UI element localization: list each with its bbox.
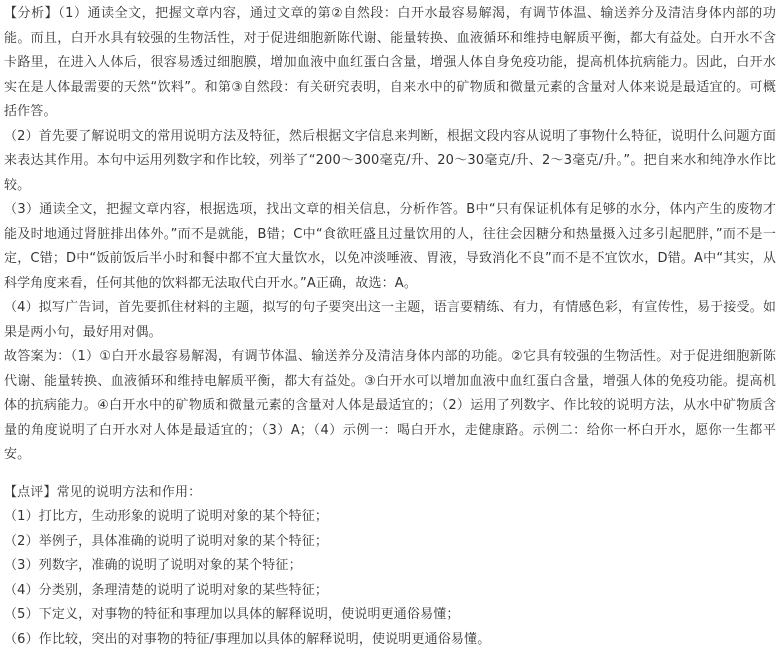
comment-item: （5）下定义，对事物的特征和事理加以具体的解释说明，使说明更通俗易懂； — [4, 603, 776, 628]
comment-item: （1）打比方，生动形象的说明了说明对象的某个特征； — [4, 505, 776, 530]
analysis-paragraph-1: 【分析】（1）通读全文，把握文章内容，通过文章的第②自然段：白开水最容易解渴，有调节体温、输送养分及清洁身体内部的功能。而且，白开水具有较强的生物活性，对于促进细胞新陈代谢、能量转换、血液循环和维持电解质平衡，都大有益处。白开水不含卡路里，在进入人体后，很容易透过细胞膜，增加血液中血红蛋白含量，增强人体自身免疫功能，提高机体抗病能力。因此，白开水实在是人体最需要的天然“饮料”。和第③自然段：有关研究表明，自来水中的矿物质和微量元素的含量对人体来说是最适宜的。可概括作答。 — [4, 2, 776, 125]
analysis-paragraph-4: （4）拟写广告词，首先要抓住材料的主题，拟写的句子要突出这一主题，语言要精练、有力，有情感色彩，有宣传性，易于接受。如果是两小句，最好用对偶。 — [4, 296, 776, 345]
answer-paragraph: 故答案为：（1）①白开水最容易解渴，有调节体温、输送养分及清洁身体内部的功能。②它具有较强的生物活性。对于促进细胞新陈代谢、能量转换、血液循环和维持电解质平衡，都大有益处。③白开水可以增加血液中血红蛋白含量，增强人体的免疫功能。提高机体的抗病能力。④白开水中的矿物质和微量元素的含量对人体是最适宜的；（2）运用了列数字、作比较的说明方法，从水中矿物质含量的角度说明了白开水对人体是最适宜的；（3）A；（4）示例一：喝白开水，走健康路。示例二：给你一杯白开水，愿你一生都平安。 — [4, 345, 776, 468]
comment-item: （6）作比较，突出的对事物的特征/事理加以具体的解释说明，使说明更通俗易懂。 — [4, 628, 776, 652]
comment-heading: 【点评】常见的说明方法和作用： — [4, 481, 776, 506]
analysis-paragraph-2: （2）首先要了解说明文的常用说明方法及特征，然后根据文字信息来判断，根据文段内容从说明了事物什么特征，说明什么问题方面来表达其作用。本句中运用列数字和作比较，列举了“200～300毫克/升、20～30毫克/升、2～3毫克/升。”。把自来水和纯净水作比较。 — [4, 125, 776, 199]
comment-item: （3）列数字，准确的说明了说明对象的某个特征； — [4, 554, 776, 579]
analysis-paragraph-3: （3）通读全文，把握文章内容，根据选项，找出文章的相关信息，分析作答。B中“只有保证机体有足够的水分，体内产生的废物才能及时地通过肾脏排出体外。”而不是就能，B错；C中“食欲旺盛且过量饮用的人，往往会因糖分和热量摄入过多引起肥胖，”而不是一定，C错；D中“饭前饭后半小时和餐中都不宜大量饮水，以免冲淡唾液、胃液，导致消化不良”而不是不宜饮水，D错。A中“其实，从科学角度来看，任何其他的饮料都无法取代白开水。”A正确，故选：A。 — [4, 198, 776, 296]
section-gap — [4, 468, 776, 481]
comment-item: （2）举例子，具体准确的说明了说明对象的某个特征； — [4, 530, 776, 555]
comment-item: （4）分类别，条理清楚的说明了说明对象的某些特征； — [4, 579, 776, 604]
